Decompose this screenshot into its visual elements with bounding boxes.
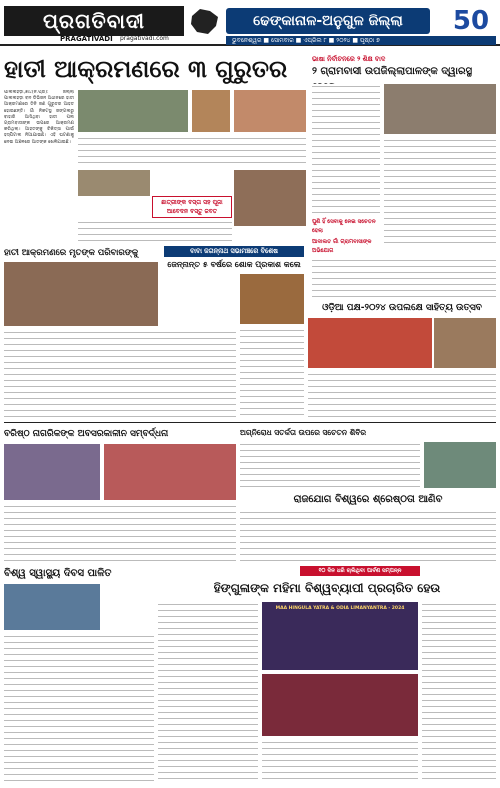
photo-festival-crowd: [434, 318, 496, 368]
photo-dance-performance: [262, 674, 418, 736]
bullet-villager-complaint: ଆଦାଲତ ଗାଁ ଗ୍ରାମବାସୀଙ୍କ ଅଭିଯୋଗ: [312, 239, 372, 254]
headline-fire-awareness: ଅଗ୍ନିରୋଧ ସତର୍କତା ଉପରେ ସଚେତନ ଶିବିର: [240, 428, 367, 437]
section-divider: [4, 422, 496, 423]
district-map-icon: [188, 6, 222, 38]
photo-senior-felicitation: [4, 444, 100, 500]
headline-villagers: ୨ ଗ୍ରାମବାସୀ ଉପଜିଲ୍ଲାପାଳଙ୍କ ଦ୍ୱାରସ୍ଥ: [312, 66, 472, 77]
anniversary-badge: 50: [452, 6, 490, 36]
photo-hospital: [192, 90, 230, 132]
photo-aid-distribution: [4, 262, 158, 326]
stage-banner-text: MAA HINGULA YATRA & ODIA LIMANYANTRA - 2024: [275, 606, 405, 611]
photo-festival-stage: [308, 318, 432, 368]
newspaper-name-latin: PRAGATIVADI: [60, 35, 113, 43]
headline-senior-citizen: ବରିଷ୍ଠ ନାଗରିକଙ୍କ ଅବସରକାଳୀନ ସମ୍ବର୍ଦ୍ଧନା: [4, 429, 169, 439]
photo-elephant-victims: [78, 90, 188, 132]
headline-elephant-aid: ହାତୀ ଆକ୍ରମଣରେ ମୃତଙ୍କ ପରିବାରଙ୍କୁ: [4, 248, 139, 258]
story-columns-hingula-lower: [262, 740, 418, 784]
story-columns-hingula-right: [422, 602, 496, 784]
bullet-service-awareness: ପୁଣି ହିଁ ସେବାକୁ ନେଇ ସଚେତନ ହେଲା: [312, 219, 376, 234]
story-columns-elephant: [78, 136, 306, 166]
story-columns-aid: [4, 330, 236, 420]
kicker-hingula: ୧୦ ଦିନ ଧରି ଚାଲିଥିବା ପାର୍ବଣ ସମ୍ପନ୍ନ: [300, 566, 420, 576]
headline-baba-kicker: ବାବା ଜଗନ୍ନାଥ ସଭାମଞ୍ଚରେ ବିଶେଷ: [164, 246, 304, 257]
story-columns-villagers: [312, 84, 380, 214]
photo-baba-portrait: [240, 274, 304, 324]
region-title: ଢେଙ୍କାନାଳ-ଅନୁଗୁଳ ଜିଲ୍ଲା: [226, 8, 430, 34]
story-columns-hingula: [158, 602, 258, 784]
headline-hingula: ହିଙ୍ଗୁଳାଙ୍କ ମହିମା ବିଶ୍ୱବ୍ୟାପୀ ପ୍ରଚାରିତ ହେଉ: [213, 581, 441, 595]
photo-village: [78, 170, 150, 196]
newspaper-logo[interactable]: ପ୍ରଗତିବାଦୀ: [4, 6, 184, 36]
story-columns-senior: [4, 504, 236, 562]
story-columns-yoga: [240, 510, 496, 562]
headline-rajayoga: ରାଜଯୋଗ ବିଶ୍ୱରେ ଶ୍ରେଷ୍ଠତା ଆଣିବ: [293, 494, 443, 505]
story-body-elephant: ପାଲଲହଡ଼ା,୭ା୪(ନି.ପ୍ର): ଜିଲ୍ଲା ପାଲଲହଡ଼ା ବନ ଡିଭିଜନ ଅଧୀନରେ ହାତୀ ଆକ୍ରମଣରେ ତିନି ଜଣ ଗୁରୁତର ଆହତ ହୋଇଛନ୍ତି। ଗାଁ ନିକଟସ୍ଥ ଜଙ୍ଗଲରୁ ବାହାରି ଆସିଥିବା ହାତୀ ପଲ ଗ୍ରାମବାସୀଙ୍କ ଉପରେ ଆକ୍ରମଣ କରିଥିଲା। ଆହତଙ୍କୁ ଚିକିତ୍ସା ପାଇଁ ହସ୍ପିଟାଲ ନିଆଯାଇଛି। ଏହି ଘଟଣାକୁ ନେଇ ଅଞ୍ଚଳରେ ଆତଙ୍କ ଖେଳିଯାଇଛି।: [4, 90, 74, 145]
photo-awareness-camp: [424, 442, 496, 488]
dateline: ଭୁବନେଶ୍ୱର ■ ସୋମବାର ■ ଏପ୍ରିଲ ୮ ■ ୨୦୨୪ ■ ପୃଷ୍ଠା ୭: [226, 36, 496, 45]
story-columns-right: [384, 138, 496, 248]
headline-baba: ଜେନ୍ନାନ୍ତ ୫ ବର୍ଷରେ ଶୋକ ପ୍ରକାଶ କଲେ: [167, 260, 301, 269]
story-columns-health: [4, 634, 154, 784]
website-url[interactable]: pragativadi.com: [120, 35, 169, 42]
masthead: [0, 0, 500, 46]
right-kicker: ଭାଷା ନିର୍ବାଚନରେ ୨ ଶିକ୍ଷ ବାଦ: [312, 55, 386, 63]
photo-health-meeting: [4, 584, 100, 630]
story-columns-baba: [240, 328, 304, 420]
headline-elephant-attack: ହାତୀ ଆକ୍ରମଣରେ ୩ ଗୁରୁତର: [4, 55, 288, 83]
headline-health-day: ବିଶ୍ୱ ସ୍ୱାସ୍ଥ୍ୟ ଦିବସ ପାଳିତ: [4, 568, 112, 579]
photo-ceremony: [104, 444, 236, 500]
headline-odia-festival: ଓଡ଼ିଆ ପକ୍ଷ-୨୦୨୪ ଉପଲକ୍ଷେ ସାହିତ୍ୟ ଉତ୍ସବ: [322, 303, 482, 313]
story-columns-seizure: [78, 220, 232, 242]
photo-injured-patient: [234, 90, 306, 132]
photo-memorandum: [384, 84, 496, 134]
story-columns-festival: [308, 372, 496, 420]
story-columns-awareness: [240, 442, 420, 488]
story-columns-right-lower: [312, 258, 496, 298]
sub-headline-seizure: ଛାତ୍ରୀଙ୍କ ବସ୍ତା ସହ ପୂଜା ଆବେଦନ ବସ୍ତୁ ଜବତ: [161, 199, 223, 215]
photo-forest-patrol: [234, 170, 306, 226]
